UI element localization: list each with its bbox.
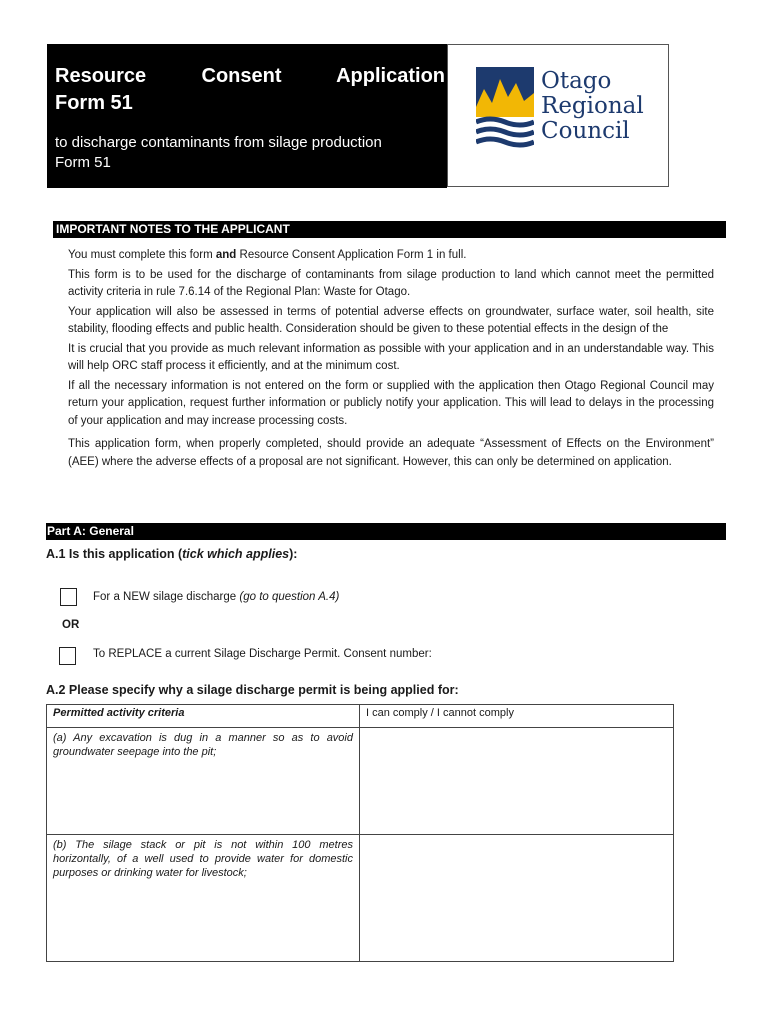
criteria-column-header: Permitted activity criteria bbox=[47, 705, 360, 728]
compliance-response-field[interactable] bbox=[360, 728, 674, 835]
note-paragraph: Your application will also be assessed in terms of potential adverse effects on groundwater, surface water, soil health, site stability, flooding effects and public health. Consideration should be given to these potential effects in the design of the bbox=[68, 305, 714, 335]
table-row bbox=[47, 835, 674, 962]
replace-permit-checkbox[interactable] bbox=[59, 647, 76, 665]
question-a1 bbox=[46, 547, 297, 561]
compliance-response-field[interactable] bbox=[360, 835, 674, 962]
option-text: For a NEW silage discharge bbox=[93, 591, 240, 603]
logo-line-2: Regional bbox=[541, 93, 644, 119]
note-paragraph: This application form, when properly completed, should provide an adequate “Assessment of Effects on the Environment” (AEE) where the adverse effects of a proposal are not significant. However, this can only be determined on application. bbox=[68, 438, 714, 468]
note-paragraph: This form is to be used for the discharge of contaminants from silage production to land which cannot meet the permitted activity criteria in rule 7.6.14 of the Regional Plan: Waste for Otago. bbox=[68, 268, 714, 298]
criteria-table bbox=[46, 704, 674, 962]
question-italic: tick which applies bbox=[182, 547, 290, 561]
replace-permit-label: To REPLACE a current Silage Discharge Permit. Consent number: bbox=[93, 648, 432, 660]
note-bold: and bbox=[215, 249, 237, 261]
criteria-cell: (b) The silage stack or pit is not within 100 metres horizontally, of a well used to provide water for domestic purposes or drinking water for livestock; bbox=[47, 835, 360, 962]
title-line-2: Form 51 bbox=[55, 92, 133, 114]
logo-line-1: Otago bbox=[541, 68, 612, 94]
logo-line-3: Council bbox=[541, 118, 630, 144]
or-label: OR bbox=[62, 619, 80, 631]
new-discharge-label bbox=[93, 591, 339, 603]
criteria-cell: (a) Any excavation is dug in a manner so as to avoid groundwater seepage into the pit; bbox=[47, 728, 360, 835]
note-text: Resource Consent Application Form 1 in full. bbox=[236, 249, 467, 261]
note-paragraph bbox=[68, 247, 714, 265]
logo-wordmark bbox=[541, 69, 644, 144]
option-italic: (go to question A.4) bbox=[239, 591, 340, 603]
title-word: Resource bbox=[55, 65, 147, 87]
council-logo bbox=[447, 44, 669, 187]
form-title bbox=[55, 63, 445, 117]
table-header-row bbox=[47, 705, 674, 728]
table-row bbox=[47, 728, 674, 835]
title-word: Consent bbox=[201, 65, 282, 87]
new-discharge-checkbox[interactable] bbox=[60, 588, 77, 606]
question-text: ): bbox=[289, 547, 298, 561]
note-text: You must complete this form bbox=[68, 249, 216, 261]
question-text: A.1 Is this application ( bbox=[46, 547, 183, 561]
form-subtitle bbox=[55, 133, 445, 173]
otago-regional-council-logo-icon bbox=[476, 67, 534, 149]
subtitle-line-1: to discharge contaminants from silage production bbox=[55, 134, 382, 151]
note-paragraph: It is crucial that you provide as much relevant information as possible with your application and in an understandable way. This will help ORC staff process it efficiently, and at the minimum cost. bbox=[68, 342, 714, 372]
title-line-1 bbox=[55, 63, 445, 90]
question-a2: A.2 Please specify why a silage discharge permit is being applied for: bbox=[46, 683, 459, 697]
title-word: Application bbox=[336, 65, 445, 87]
part-a-heading: Part A: General bbox=[46, 523, 726, 540]
important-notes bbox=[68, 247, 714, 471]
note-paragraph: If all the necessary information is not entered on the form or supplied with the application then Otago Regional Council may return your application, request further information or publicly notify your application. This will lead to delays in the processing of your application and may increase processing costs. bbox=[68, 379, 714, 427]
subtitle-line-2: Form 51 bbox=[55, 154, 111, 171]
compliance-column-header: I can comply / I cannot comply bbox=[360, 705, 674, 728]
important-notes-heading: IMPORTANT NOTES TO THE APPLICANT bbox=[53, 221, 726, 238]
